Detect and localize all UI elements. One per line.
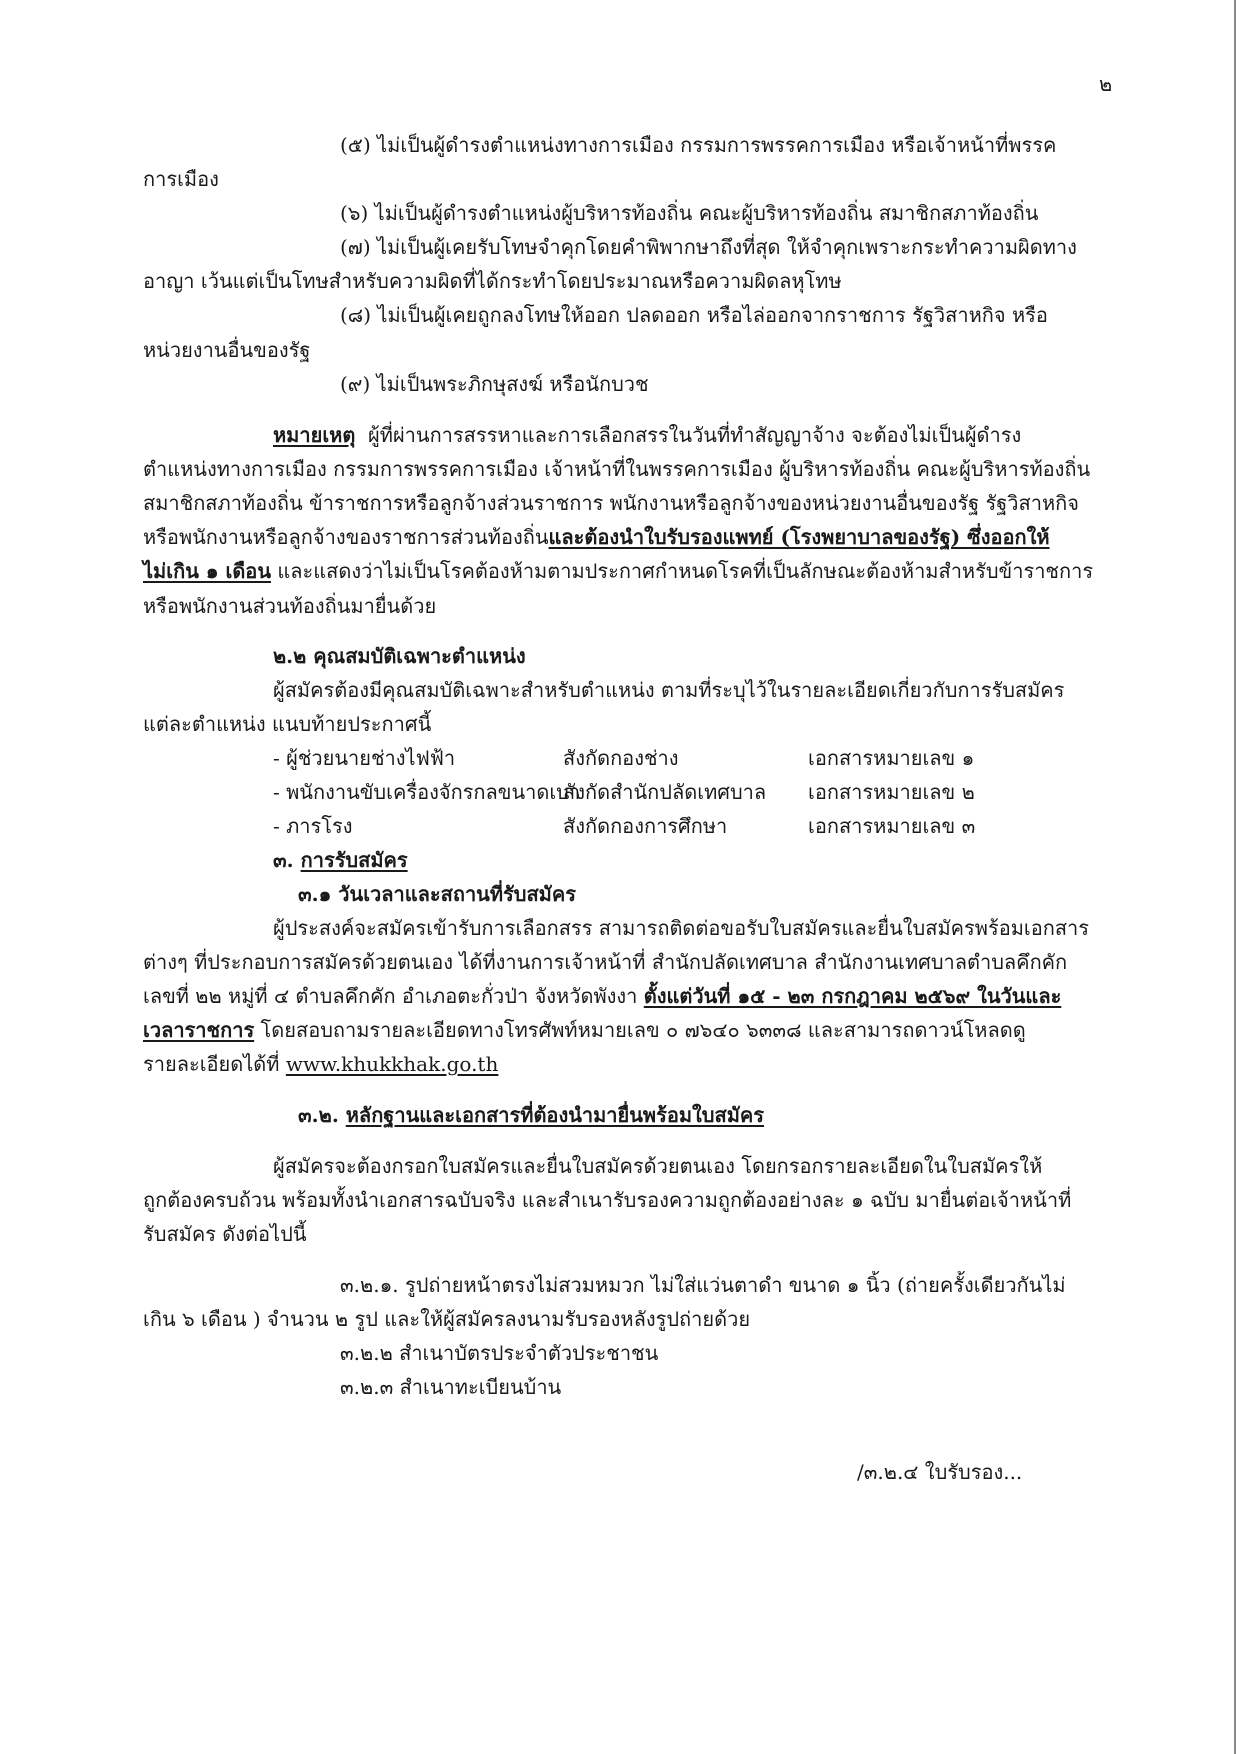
section-3-2-line-2: ถูกต้องครบถ้วน พร้อมทั้งนำเอกสารฉบับจริง และสำเนารับรองความถูกต้องอย่างละ ๑ ฉบับ มายื่นต่อเจ้าหน้าที่ [143,1188,1072,1212]
position-3-doc: เอกสารหมายเลข ๓ [808,814,976,838]
item-3-2-1-line-1: ๓.๒.๑. รูปถ่ายหน้าตรงไม่สวมหมวก ไม่ใส่แว่นตาดำ ขนาด ๑ นิ้ว (ถ่ายครั้งเดียวกันไม่ [340,1273,1066,1297]
item-8-line-2: หน่วยงานอื่นของรัฐ [143,338,311,362]
section-3-1-heading: ๓.๑ วันเวลาและสถานที่รับสมัคร [298,882,576,906]
section-3-1-line-1: ผู้ประสงค์จะสมัครเข้ารับการเลือกสรร สามารถติดต่อขอรับใบสมัครและยื่นใบสมัครพร้อมเอกสาร [273,916,1090,940]
note-line-4-plain: หรือพนักงานหรือลูกจ้างของราชการส่วนท้องถิ่น [143,525,549,549]
section-3-1-line-4 [143,1016,1026,1044]
section-3-1-line-3-plain: เลขที่ ๒๒ หมู่ที่ ๔ ตำบลคึกคัก อำเภอตะกั่วป่า จังหวัดพังงา [143,984,644,1008]
section-3-title: การรับสมัคร [300,848,408,872]
section-3-1-line-3 [143,982,1061,1010]
section-2-2-line-1: ผู้สมัครต้องมีคุณสมบัติเฉพาะสำหรับตำแหน่ง ตามที่ระบุไว้ในรายละเอียดเกี่ยวกับการรับสมัคร [273,678,1065,702]
position-2-doc: เอกสารหมายเลข ๒ [808,780,975,804]
note-text-1: ผู้ที่ผ่านการสรรหาและการเลือกสรรในวันที่ทำสัญญาจ้าง จะต้องไม่เป็นผู้ดำรง [368,423,1022,447]
section-3-1-line-5-plain: รายละเอียดได้ที่ [143,1052,286,1076]
position-1-dept: สังกัดกองช่าง [563,746,679,770]
section-3-number: ๓. [273,848,294,872]
note-line-3: สมาชิกสภาท้องถิ่น ข้าราชการหรือลูกจ้างส่วนราชการ พนักงานหรือลูกจ้างของหน่วยงานอื่นของรัฐ รัฐวิสาหกิจ [143,491,1079,515]
application-dates: ตั้งแต่วันที่ ๑๕ - ๒๓ กรกฎาคม ๒๕๖๙ ในวันและ [643,984,1062,1008]
section-3-2-line-3: รับสมัคร ดังต่อไปนี้ [143,1222,307,1246]
item-3-2-2: ๓.๒.๒ สำเนาบัตรประจำตัวประชาชน [340,1341,659,1365]
position-1-name: - ผู้ช่วยนายช่างไฟฟ้า [273,746,456,770]
note-line-4 [143,523,1050,551]
item-5-line-2: การเมือง [143,167,219,191]
note-line-5 [143,557,1093,585]
section-2-2-heading: ๒.๒ คุณสมบัติเฉพาะตำแหน่ง [273,644,526,668]
position-2-dept: สังกัดสำนักปลัดเทศบาล [563,780,767,804]
item-8-line-1: (๘) ไม่เป็นผู้เคยถูกลงโทษให้ออก ปลดออก หรือไล่ออกจากราชการ รัฐวิสาหกิจ หรือ [340,303,1048,327]
section-3-2-title: หลักฐานและเอกสารที่ต้องนำมายื่นพร้อมใบสมัคร [345,1103,765,1127]
section-3-heading [273,846,408,874]
note-line-6: หรือพนักงานส่วนท้องถิ่นมายื่นด้วย [143,594,437,618]
section-2-2-line-2: แต่ละตำแหน่ง แนบท้ายประกาศนี้ [143,712,432,736]
section-3-1-line-4-plain: โดยสอบถามรายละเอียดทางโทรศัพท์หมายเลข ๐ ๗๖๔๐ ๖๓๓๘ และสามารถดาวน์โหลดดู [254,1018,1026,1042]
position-3-name: - ภารโรง [273,814,353,838]
item-3-2-3: ๓.๒.๓ สำเนาทะเบียนบ้าน [340,1375,562,1399]
position-3-dept: สังกัดกองการศึกษา [563,814,728,838]
section-3-1-line-2: ต่างๆ ที่ประกอบการสมัครด้วยตนเอง ได้ที่งานการเจ้าหน้าที่ สำนักปลัดเทศบาล สำนักงานเทศบาลตำบลคึกคัก [143,950,1068,974]
item-7-line-2: อาญา เว้นแต่เป็นโทษสำหรับความผิดที่ได้กระทำโดยประมาณหรือความผิดลหุโทษ [143,269,842,293]
item-5-line-1: (๕) ไม่เป็นผู้ดำรงตำแหน่งทางการเมือง กรรมการพรรคการเมือง หรือเจ้าหน้าที่พรรค [340,133,1057,157]
position-2-name: - พนักงานขับเครื่องจักรกลขนาดเบา [273,780,581,804]
section-3-2-heading [298,1101,764,1129]
item-3-2-1-line-2: เกิน ๖ เดือน ) จำนวน ๒ รูป และให้ผู้สมัครลงนามรับรองหลังรูปถ่ายด้วย [143,1307,751,1331]
section-3-2-number: ๓.๒. [298,1103,339,1127]
note-line-2: ตำแหน่งทางการเมือง กรรมการพรรคการเมือง เจ้าหน้าที่ในพรรคการเมือง ผู้บริหารท้องถิ่น คณะผู้บริหารท้องถิ่น [143,457,1091,481]
office-hours: เวลาราชการ [143,1018,255,1042]
item-9: (๙) ไม่เป็นพระภิกษุสงฆ์ หรือนักบวช [340,372,649,396]
note-line-5-bold: ไม่เกิน ๑ เดือน [143,559,271,583]
section-3-2-line-1: ผู้สมัครจะต้องกรอกใบสมัครและยื่นใบสมัครด้วยตนเอง โดยกรอกรายละเอียดในใบสมัครให้ [273,1154,1043,1178]
section-3-1-line-5 [143,1050,498,1078]
position-1-doc: เอกสารหมายเลข ๑ [808,746,975,770]
item-6: (๖) ไม่เป็นผู้ดำรงตำแหน่งผู้บริหารท้องถิ่น คณะผู้บริหารท้องถิ่น สมาชิกสภาท้องถิ่น [340,201,1039,225]
note-line-1 [273,421,1021,449]
website-link[interactable]: www.khukkhak.go.th [285,1052,499,1076]
continuation-marker: /๓.๒.๔ ใบรับรอง... [857,1460,1023,1484]
page-number: ๒ [1099,72,1113,96]
note-label: หมายเหตุ [273,423,356,447]
page-edge-line [1234,0,1236,1754]
note-line-4-bold: และต้องนำใบรับรองแพทย์ (โรงพยาบาลของรัฐ) ซึ่งออกให้ [548,525,1050,549]
item-7-line-1: (๗) ไม่เป็นผู้เคยรับโทษจำคุกโดยคำพิพากษาถึงที่สุด ให้จำคุกเพราะกระทำความผิดทาง [340,235,1077,259]
note-line-5-plain: และแสดงว่าไม่เป็นโรคต้องห้ามตามประกาศกำหนดโรคที่เป็นลักษณะต้องห้ามสำหรับข้าราชการ [271,559,1094,583]
